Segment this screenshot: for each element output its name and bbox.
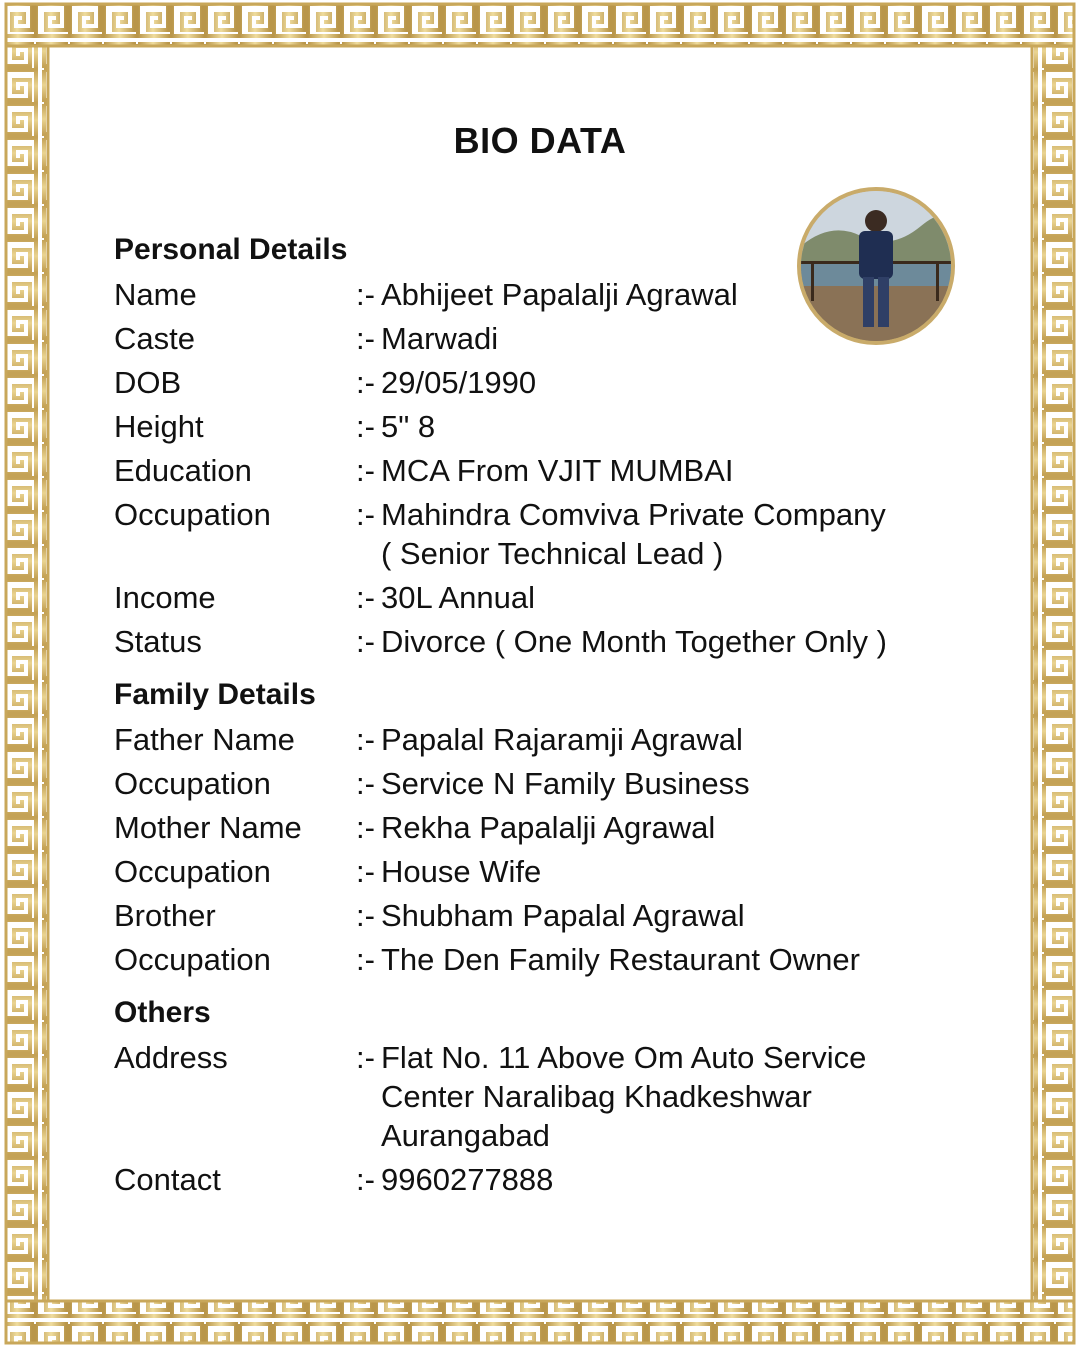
field-row-education [114,448,944,492]
field-label: Name [114,276,197,312]
field-separator: :- [356,853,375,889]
field-label: Mother Name [114,809,302,845]
field-separator: :- [356,721,375,757]
field-label: Contact [114,1161,221,1197]
field-value: Service N Family Business [381,765,750,801]
field-value: The Den Family Restaurant Owner [381,941,860,977]
field-label: Address [114,1039,228,1075]
field-value: Mahindra Comviva Private Company ( Senior Technical Lead ) [381,496,886,571]
field-separator: :- [356,496,375,532]
field-separator: :- [356,1039,375,1075]
field-value: 5" 8 [381,408,436,444]
field-row-brother-occupation [114,937,944,981]
field-separator: :- [356,897,375,933]
field-separator: :- [356,765,375,801]
field-separator: :- [356,276,375,312]
field-value: Flat No. 11 Above Om Auto Service Center Naralibag Khadkeshwar Aurangabad [381,1039,867,1153]
field-separator: :- [356,579,375,615]
field-label: Occupation [114,496,271,532]
field-row-caste [114,316,944,360]
section-heading-others: Others [114,996,211,1029]
field-separator: :- [356,320,375,356]
field-row-mother-occupation [114,849,944,893]
field-label: DOB [114,364,182,400]
field-label: Brother [114,897,216,933]
field-row-mother-name [114,805,944,849]
field-row-father-occupation [114,761,944,805]
field-value: Marwadi [381,320,499,356]
field-row-name [114,272,944,316]
field-label: Status [114,623,202,659]
field-row-status [114,619,944,663]
field-label: Occupation [114,941,271,977]
field-label: Occupation [114,765,271,801]
field-label: Occupation [114,853,271,889]
field-row-dob [114,360,944,404]
field-separator: :- [356,809,375,845]
field-separator: :- [356,623,375,659]
field-value: Shubham Papalal Agrawal [381,897,745,933]
biodata-content [114,228,944,1201]
field-value: Rekha Papalalji Agrawal [381,809,716,845]
section-heading-personal: Personal Details [114,233,348,266]
field-value: 9960277888 [381,1161,554,1197]
field-row-father-name [114,717,944,761]
field-label: Education [114,452,252,488]
field-label: Height [114,408,204,444]
field-row-height [114,404,944,448]
field-label: Caste [114,320,195,356]
field-value: House Wife [381,853,542,889]
field-value: MCA From VJIT MUMBAI [381,452,734,488]
section-heading-family: Family Details [114,678,316,711]
field-separator: :- [356,941,375,977]
field-label: Father Name [114,721,295,757]
field-separator: :- [356,408,375,444]
field-value: Abhijeet Papalalji Agrawal [381,276,738,312]
field-row-occupation [114,492,944,575]
field-separator: :- [356,1161,375,1197]
field-value: Divorce ( One Month Together Only ) [381,623,887,659]
field-row-contact [114,1157,944,1201]
field-row-income [114,575,944,619]
field-value: Papalal Rajaramji Agrawal [381,721,743,757]
field-separator: :- [356,452,375,488]
field-label: Income [114,579,216,615]
field-separator: :- [356,364,375,400]
field-row-address [114,1035,944,1157]
page-title: BIO DATA [453,120,627,161]
field-value: 29/05/1990 [381,364,537,400]
field-row-brother [114,893,944,937]
field-value: 30L Annual [381,579,536,615]
